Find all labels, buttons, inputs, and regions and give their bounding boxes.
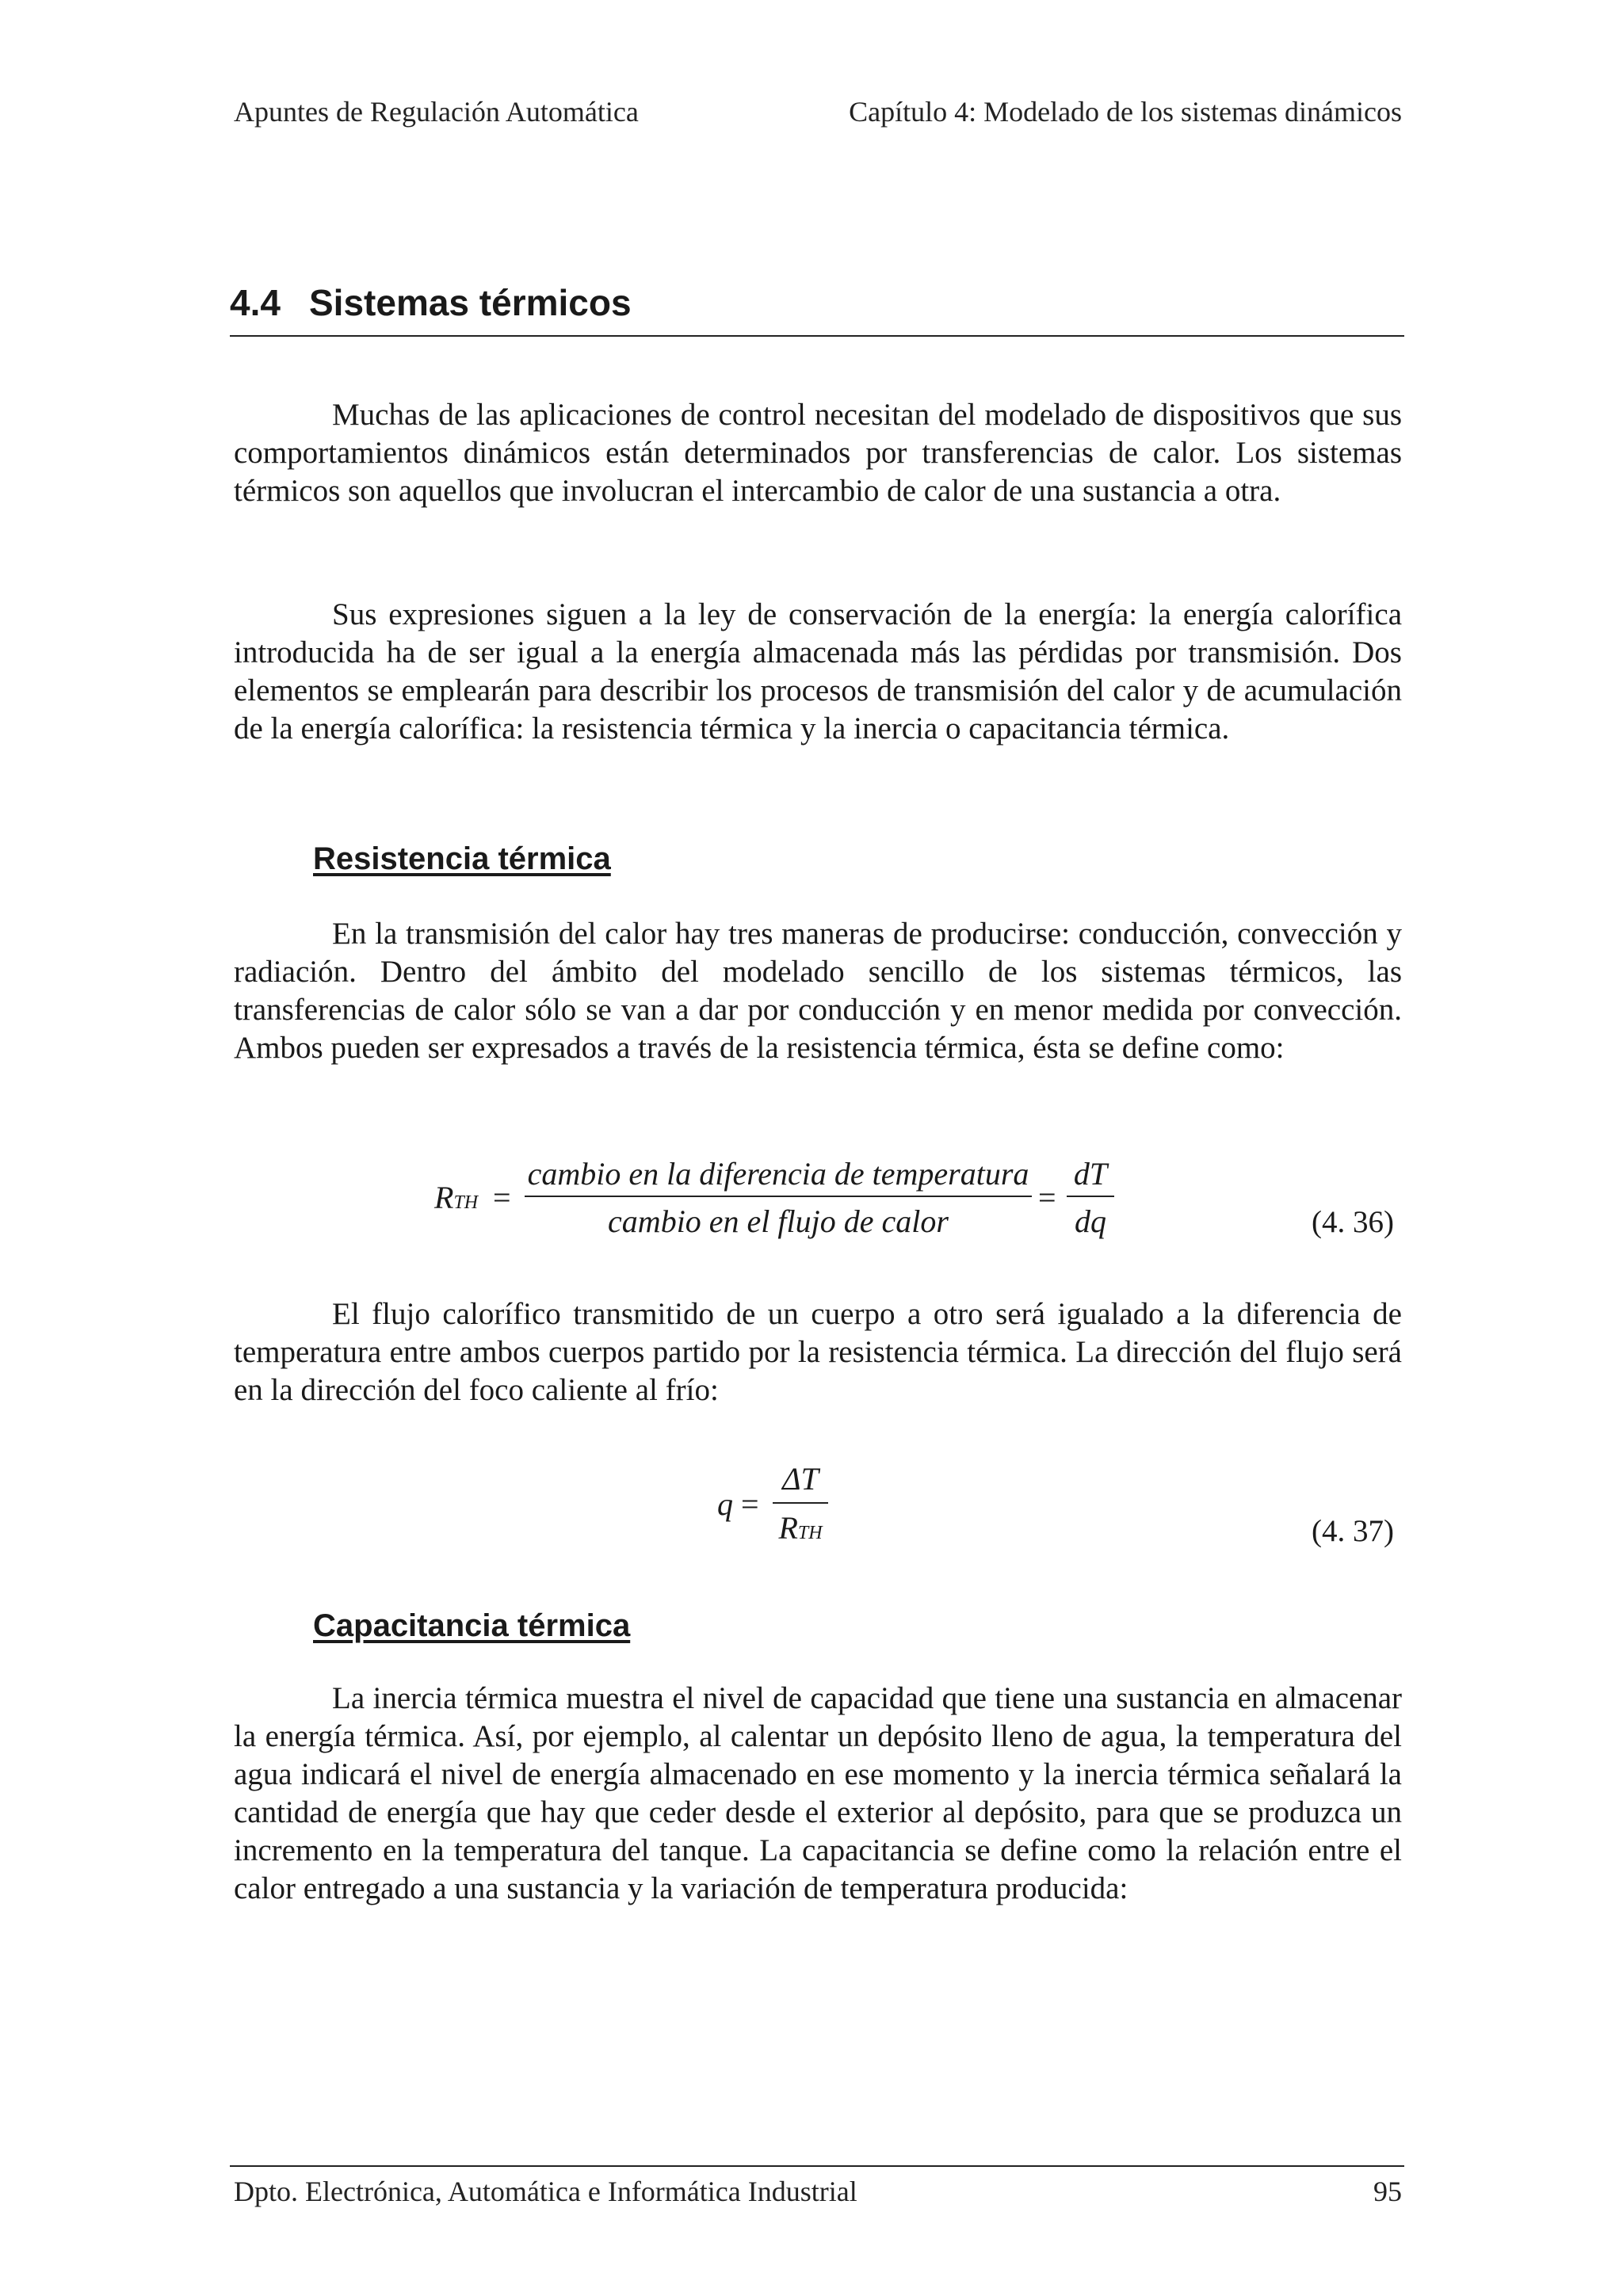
eq37-equals: = bbox=[741, 1486, 759, 1522]
footer-department: Dpto. Electrónica, Automática e Informática Industrial bbox=[234, 2176, 857, 2207]
footer-rule bbox=[230, 2165, 1404, 2167]
running-header bbox=[234, 95, 1402, 128]
header-chapter-title: Capítulo 4: Modelado de los sistemas dinámicos bbox=[849, 96, 1402, 128]
header-book-title: Apuntes de Regulación Automática bbox=[234, 96, 639, 128]
eq36-number: (4. 36) bbox=[1312, 1205, 1394, 1239]
subheading-resistencia: Resistencia térmica bbox=[313, 841, 611, 876]
eq36-equals-2: = bbox=[1038, 1180, 1056, 1215]
subheading-capacitancia: Capacitancia térmica bbox=[313, 1608, 631, 1643]
section-heading bbox=[230, 281, 1404, 337]
eq36-numerator-2: dT bbox=[1073, 1156, 1108, 1192]
eq36-numerator: cambio en la diferencia de temperatura bbox=[527, 1156, 1029, 1192]
eq37-fraction-bar bbox=[773, 1502, 828, 1504]
eq37-denominator: RTH bbox=[778, 1510, 823, 1546]
paragraph-conservation: Sus expresiones siguen a la ley de conservación de la energía: la energía calorífica introducida ha de ser igual a la energía almacenada más las pérdidas por transmisión. Dos elementos se emplearán para describir los procesos de transmisión del calor y de acumulación de la energía calorífica: la resistencia térmica y la inercia o capacitancia térmica. bbox=[234, 597, 1402, 746]
paragraph-flujo: El flujo calorífico transmitido de un cuerpo a otro será igualado a la diferencia de temperatura entre ambos cuerpos partido por la resistencia térmica. La dirección del flujo será en la dirección del foco caliente al frío: bbox=[234, 1297, 1402, 1407]
page-footer bbox=[234, 2175, 1402, 2208]
eq37-numerator: ΔT bbox=[782, 1461, 819, 1497]
page-number: 95 bbox=[1373, 2176, 1402, 2207]
section-title: Sistemas térmicos bbox=[309, 282, 632, 323]
eq37-number: (4. 37) bbox=[1312, 1514, 1394, 1548]
eq37-lhs: q bbox=[717, 1486, 733, 1522]
eq36-fraction-bar bbox=[525, 1196, 1032, 1197]
eq36-denominator-2: dq bbox=[1075, 1203, 1106, 1239]
paragraph-resistencia: En la transmisión del calor hay tres maneras de producirse: conducción, convección y radiación. Dentro del ámbito del modelado sencillo de los sistemas térmicos, las transferencias de calor sólo se van a dar por conducción y en menor medida por convección. Ambos pueden ser expresados a través de la resistencia térmica, ésta se define como: bbox=[234, 917, 1402, 1065]
eq36-denominator: cambio en el flujo de calor bbox=[608, 1203, 949, 1239]
section-number: 4.4 bbox=[230, 282, 281, 323]
eq36-lhs: RTH bbox=[434, 1180, 479, 1215]
eq36-equals: = bbox=[493, 1180, 511, 1215]
paragraph-intro: Muchas de las aplicaciones de control necesitan del modelado de dispositivos que sus comportamientos dinámicos están determinados por transferencias de calor. Los sistemas térmicos son aquellos que involucran el intercambio de calor de una sustancia a otra. bbox=[234, 398, 1402, 508]
paragraph-capacitancia: La inercia térmica muestra el nivel de capacidad que tiene una sustancia en almacenar la energía térmica. Así, por ejemplo, al calentar un depósito lleno de agua, la temperatura del agua indicará el nivel de energía almacenado en ese momento y la inercia térmica señalará la cantidad de energía que hay que ceder desde el exterior al depósito, para que se produzca un incremento en la temperatura del tanque. La capacitancia se define como la relación entre el calor entregado a una sustancia y la variación de temperatura producida: bbox=[234, 1681, 1402, 1905]
eq36-fraction-bar-2 bbox=[1067, 1196, 1114, 1197]
